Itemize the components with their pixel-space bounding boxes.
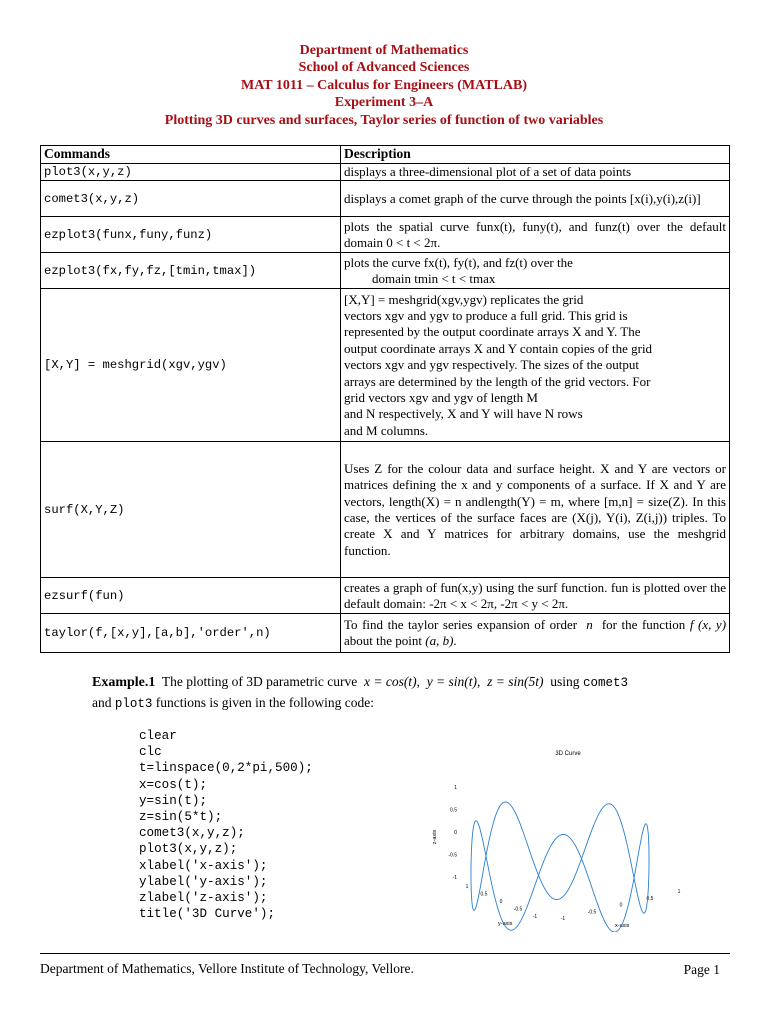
example-text: using: [550, 674, 580, 689]
curve-line: [471, 802, 649, 932]
table-row: [41, 289, 730, 442]
command-cell: plot3(x,y,z): [41, 164, 341, 181]
separator: ,: [416, 674, 420, 689]
description-line: and M columns.: [344, 422, 429, 438]
department-title: Department of Mathematics: [299, 43, 469, 58]
z-tick-label: -0.5: [448, 852, 457, 859]
x-tick-label: 0: [619, 902, 623, 909]
description-line: represented by the output coordinate arrays X and Y. The: [344, 324, 641, 340]
code-line: title('3D Curve');: [139, 907, 276, 922]
x-tick-label: 0.5: [646, 895, 654, 902]
table-row: [41, 614, 730, 653]
command-cell: comet3(x,y,z): [41, 181, 341, 217]
taylor-desc-part1: To find the taylor series expansion of order: [344, 617, 578, 632]
table-row: [41, 253, 730, 289]
example-text: and: [92, 695, 112, 710]
code-line: clear: [139, 729, 177, 743]
command-cell: taylor(f,[x,y],[a,b],'order',n): [41, 614, 341, 653]
z-tick-label: 1: [454, 785, 457, 791]
description-line: plots the curve fx(t), fy(t), and fz(t) over the: [344, 254, 573, 270]
code-line: xlabel('x-axis');: [139, 858, 268, 873]
chart-title: 3D Curve: [555, 751, 581, 757]
code-line: plot3(x,y,z);: [139, 842, 238, 857]
code-line: y=sin(t);: [139, 793, 208, 808]
document-header: [0, 42, 768, 129]
description-line: and N respectively, X and Y will have N rows: [344, 406, 583, 422]
description-column-header: Description: [341, 146, 730, 164]
code-line: clc: [139, 745, 162, 760]
separator: ,: [477, 674, 481, 689]
equation-x: x = cos(t): [363, 674, 417, 689]
plot-3d-curve: [425, 742, 695, 932]
inline-code: plot3: [114, 697, 153, 711]
equation-z: z = sin(5t): [487, 674, 544, 689]
experiment-subtitle: Plotting 3D curves and surfaces, Taylor series of function of two variables: [164, 112, 604, 128]
commands-table: [40, 145, 730, 653]
table-header-row: [41, 146, 730, 164]
description-line: arrays are determined by the length of the grid vectors. For: [344, 373, 651, 389]
table-row: [41, 442, 730, 578]
description-cell: [341, 289, 730, 442]
point-symbol: (a, b): [425, 633, 454, 649]
description-cell: [341, 614, 730, 653]
y-tick-label: 0: [499, 899, 503, 905]
x-tick-label: 1: [677, 889, 681, 895]
inline-code: comet3: [582, 676, 628, 690]
description-line: output coordinate arrays X and Y contain copies of the grid: [344, 340, 653, 356]
order-symbol: n: [586, 617, 593, 632]
description-line: [X,Y] = meshgrid(xgv,ygv) replicates the grid: [344, 291, 584, 307]
taylor-desc-part2: for the function: [601, 617, 686, 632]
school-title: School of Advanced Sciences: [298, 60, 470, 76]
code-line: t=linspace(0,2*pi,500);: [139, 761, 313, 776]
y-tick-label: 0.5: [480, 891, 488, 898]
description-line: vectors xgv and ygv respectively. The sizes of the output: [344, 357, 639, 373]
y-tick-label: -0.5: [513, 906, 523, 913]
command-cell: ezplot3(fx,fy,fz,[tmin,tmax]): [41, 253, 341, 289]
x-axis-ticks: [561, 889, 681, 922]
code-line: comet3(x,y,z);: [139, 826, 245, 841]
y-tick-label: 1: [465, 884, 469, 890]
description-line: domain tmin < t < tmax: [372, 270, 496, 286]
z-tick-label: 0: [454, 830, 457, 836]
y-tick-label: -1: [532, 914, 538, 920]
taylor-desc-part3: about the point: [344, 633, 422, 649]
description-cell: displays a comet graph of the curve through the points [x(i),y(i),z(i)]: [341, 181, 730, 217]
description-cell: [341, 253, 730, 289]
code-line: x=cos(t);: [139, 777, 208, 792]
function-symbol: f (x, y): [689, 617, 727, 632]
z-axis-ticks: [448, 785, 457, 881]
example-text: functions is given in the following code:: [155, 695, 374, 710]
commands-column-header: Commands: [41, 146, 341, 164]
table-row: [41, 181, 730, 217]
x-tick-label: -1: [560, 916, 566, 923]
experiment-title: Experiment 3–A: [334, 95, 434, 111]
description-line: vectors xgv and ygv to produce a full grid. This grid is: [344, 307, 628, 323]
code-line: zlabel('z-axis');: [139, 891, 268, 906]
y-axis-ticks: [466, 884, 538, 920]
description-cell: plots the spatial curve funx(t), funy(t), and funz(t) over the default domain 0 < t < 2π.: [341, 217, 730, 253]
footer-divider: [40, 953, 730, 954]
command-cell: ezplot3(funx,funy,funz): [41, 217, 341, 253]
example-label: Example.1: [92, 675, 156, 690]
example-text: The plotting of 3D parametric curve: [161, 674, 358, 689]
x-axis-label: x-axis: [615, 923, 630, 929]
y-axis-label: y-axis: [498, 921, 513, 927]
command-cell: surf(X,Y,Z): [41, 442, 341, 578]
page-number: Page 1: [683, 962, 720, 977]
z-tick-label: -1: [452, 875, 457, 881]
course-title: MAT 1011 – Calculus for Engineers (MATLAB): [241, 77, 527, 93]
table-row: [41, 217, 730, 253]
description-line: grid vectors xgv and ygv of length M: [344, 390, 538, 406]
code-block: [139, 728, 313, 922]
period: .: [453, 633, 457, 649]
code-line: ylabel('y-axis');: [139, 874, 268, 889]
command-cell: ezsurf(fun): [41, 578, 341, 614]
command-cell: [X,Y] = meshgrid(xgv,ygv): [41, 289, 341, 442]
description-cell: displays a three-dimensional plot of a set of data points: [341, 164, 730, 181]
z-tick-label: 0.5: [450, 807, 457, 814]
equation-y: y = sin(t): [426, 674, 478, 689]
description-cell: Uses Z for the colour data and surface height. X and Y are vectors or matrices defining the x and y components of a surface. If X and Y are vectors, length(X) = n andlength(Y) = m, where [m,n] = size(Z). In this case, the vertices of the surface faces are (X(j), Y(i), Z(i,j)) triples. To create X and Y matrices for arbitrary domains, use the meshgrid function.: [341, 442, 730, 578]
footer-text: Department of Mathematics, Vellore Institute of Technology, Vellore.: [40, 961, 414, 976]
example-paragraph: [92, 672, 732, 714]
table-row: [41, 164, 730, 181]
table-row: [41, 578, 730, 614]
x-tick-label: -0.5: [587, 909, 597, 916]
z-axis-label: z-axis: [432, 829, 438, 845]
description-cell: creates a graph of fun(x,y) using the surf function. fun is plotted over the default domain: -2π < x < 2π, -2π < y < 2π.: [341, 578, 730, 614]
code-line: z=sin(5*t);: [139, 810, 223, 825]
